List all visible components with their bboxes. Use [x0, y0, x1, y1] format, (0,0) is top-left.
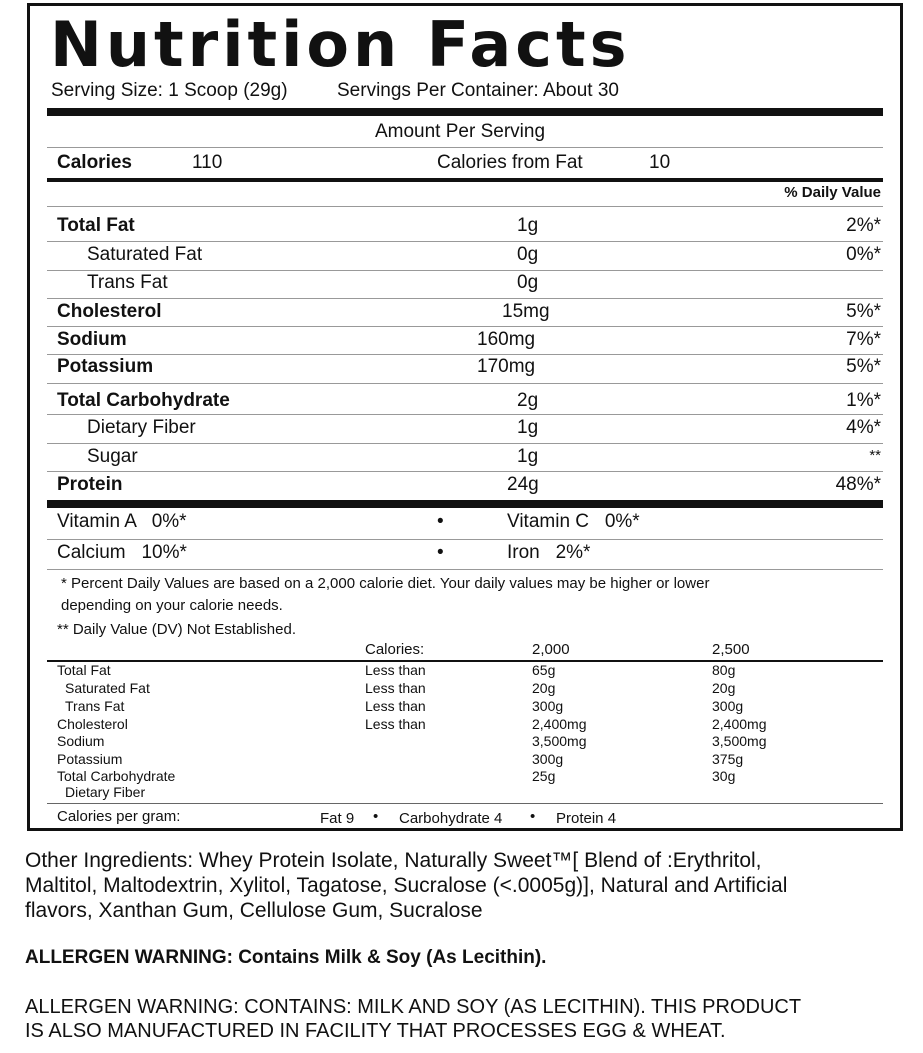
- nutrient-amount: 0g: [517, 244, 539, 265]
- calories-from-fat-value: 10: [649, 152, 671, 173]
- ref-name: Total Fat: [57, 662, 111, 678]
- footnote-percent-dv: * Percent Daily Values are based on a 2,000 calorie diet. Your daily values may be higher or lower: [61, 575, 710, 592]
- nutrient-dv: **: [869, 447, 881, 464]
- nutrient-name: Sodium: [57, 329, 127, 350]
- calories-from-fat-label: Calories from Fat: [437, 152, 583, 173]
- bullet: •: [437, 542, 444, 563]
- divider: [47, 383, 883, 384]
- ref-v1: 65g: [532, 662, 556, 678]
- nutrient-name: Total Carbohydrate: [57, 390, 230, 411]
- ref-name: Cholesterol: [57, 716, 128, 732]
- divider: [47, 298, 883, 299]
- nutrient-dv: 4%*: [846, 417, 881, 438]
- ref-col-2000: 2,000: [532, 641, 570, 658]
- iron: Iron 2%*: [507, 542, 591, 563]
- ref-v1: 2,400mg: [532, 716, 587, 732]
- ref-v2: 80g: [712, 662, 736, 678]
- ref-name: Sodium: [57, 733, 105, 749]
- vitamin-a: Vitamin A 0%*: [57, 511, 187, 532]
- nutrient-name: Saturated Fat: [87, 244, 203, 265]
- nutrition-facts-panel: [27, 3, 903, 831]
- bullet: •: [373, 808, 379, 825]
- nutrient-amount: 2g: [517, 390, 539, 411]
- ref-v1: 20g: [532, 680, 556, 696]
- ref-calories-label: Calories:: [365, 641, 425, 658]
- nutrient-name: Cholesterol: [57, 301, 162, 322]
- ref-v2: 3,500mg: [712, 733, 767, 749]
- nutrient-dv: 5%*: [846, 301, 881, 322]
- ref-v2: 300g: [712, 698, 744, 714]
- ref-v1: 300g: [532, 751, 564, 767]
- ref-col-2500: 2,500: [712, 641, 750, 658]
- calories-value: 110: [192, 152, 223, 173]
- ingredients-line: flavors, Xanthan Gum, Cellulose Gum, Sucralose: [25, 899, 483, 922]
- divider: [47, 803, 883, 804]
- ref-v2: 20g: [712, 680, 736, 696]
- calories-per-gram-label: Calories per gram:: [57, 808, 181, 825]
- divider: [47, 206, 883, 207]
- ref-v2: 30g: [712, 768, 736, 784]
- nutrient-name: Protein: [57, 474, 123, 495]
- nutrient-amount: 0g: [517, 272, 539, 293]
- ref-name: Dietary Fiber: [65, 784, 146, 800]
- nutrient-dv: 1%*: [846, 390, 881, 411]
- nutrient-amount: 1g: [517, 417, 539, 438]
- divider: [47, 569, 883, 570]
- allergen-warning-bold: ALLERGEN WARNING: Contains Milk & Soy (As Lecithin).: [25, 947, 547, 968]
- divider: [47, 326, 883, 327]
- calories-label: Calories: [57, 152, 132, 173]
- nutrient-name: Potassium: [57, 356, 154, 377]
- divider: [47, 471, 883, 472]
- cpg-carbohydrate: Carbohydrate 4: [399, 810, 503, 827]
- divider-thick: [47, 108, 883, 116]
- divider: [47, 443, 883, 444]
- ref-name: Potassium: [57, 751, 123, 767]
- nutrient-name: Trans Fat: [87, 272, 168, 293]
- allergen-line: IS ALSO MANUFACTURED IN FACILITY THAT PROCESSES EGG & WHEAT.: [25, 1020, 726, 1042]
- nutrient-dv: 5%*: [846, 356, 881, 377]
- divider: [47, 270, 883, 271]
- ref-qual: Less than: [365, 698, 426, 714]
- ref-name: Trans Fat: [65, 698, 125, 714]
- cpg-protein: Protein 4: [556, 810, 617, 827]
- daily-value-header: % Daily Value: [784, 184, 881, 201]
- amount-per-serving: Amount Per Serving: [374, 121, 546, 142]
- label-title: Nutrition Facts: [50, 8, 631, 81]
- ingredients-block: [25, 848, 915, 923]
- nutrient-dv: 0%*: [846, 244, 881, 265]
- ingredients-line: Maltitol, Maltodextrin, Xylitol, Tagatose, Sucralose (<.0005g)], Natural and Artificial: [25, 874, 788, 897]
- ref-v1: 3,500mg: [532, 733, 587, 749]
- nutrient-amount: 1g: [517, 215, 539, 236]
- ref-qual: Less than: [365, 680, 426, 696]
- divider-thick: [47, 500, 883, 508]
- nutrient-amount: 170mg: [477, 356, 536, 377]
- bullet: •: [530, 808, 536, 825]
- ref-name: Total Carbohydrate: [57, 768, 176, 784]
- calcium: Calcium 10%*: [57, 542, 187, 563]
- nutrient-name: Dietary Fiber: [87, 417, 196, 438]
- ref-v2: 375g: [712, 751, 744, 767]
- ref-v1: 25g: [532, 768, 556, 784]
- ref-name: Saturated Fat: [65, 680, 150, 696]
- nutrient-amount: 160mg: [477, 329, 536, 350]
- footnote-calorie-needs: depending on your calorie needs.: [61, 597, 283, 614]
- nutrient-name: Total Fat: [57, 215, 135, 236]
- divider: [47, 354, 883, 355]
- serving-size: Serving Size: 1 Scoop (29g): [51, 80, 288, 101]
- servings-per-container: Servings Per Container: About 30: [337, 80, 620, 101]
- nutrient-dv: 7%*: [846, 329, 881, 350]
- nutrient-amount: 1g: [517, 446, 539, 467]
- ref-qual: Less than: [365, 662, 426, 678]
- cpg-fat: Fat 9: [320, 810, 355, 827]
- nutrient-dv: 48%*: [835, 474, 881, 495]
- bullet: •: [437, 511, 444, 532]
- divider: [47, 241, 883, 242]
- divider: [47, 660, 883, 662]
- allergen-line: ALLERGEN WARNING: CONTAINS: MILK AND SOY (AS LECITHIN). THIS PRODUCT: [25, 996, 802, 1018]
- footnote-dv-not-established: ** Daily Value (DV) Not Established.: [57, 621, 296, 638]
- nutrient-amount: 15mg: [502, 301, 550, 322]
- ref-qual: Less than: [365, 716, 426, 732]
- ingredients-line: Other Ingredients: Whey Protein Isolate, Naturally Sweet™[ Blend of :Erythritol,: [25, 849, 762, 872]
- ref-v1: 300g: [532, 698, 564, 714]
- nutrient-dv: 2%*: [846, 215, 881, 236]
- divider: [47, 414, 883, 415]
- nutrient-amount: 24g: [507, 474, 539, 495]
- ref-v2: 2,400mg: [712, 716, 767, 732]
- vitamin-c: Vitamin C 0%*: [507, 511, 640, 532]
- divider: [47, 147, 883, 148]
- divider: [47, 539, 883, 540]
- allergen-warning-caps: [25, 995, 915, 1043]
- nutrient-name: Sugar: [87, 446, 138, 467]
- divider-medium: [47, 178, 883, 182]
